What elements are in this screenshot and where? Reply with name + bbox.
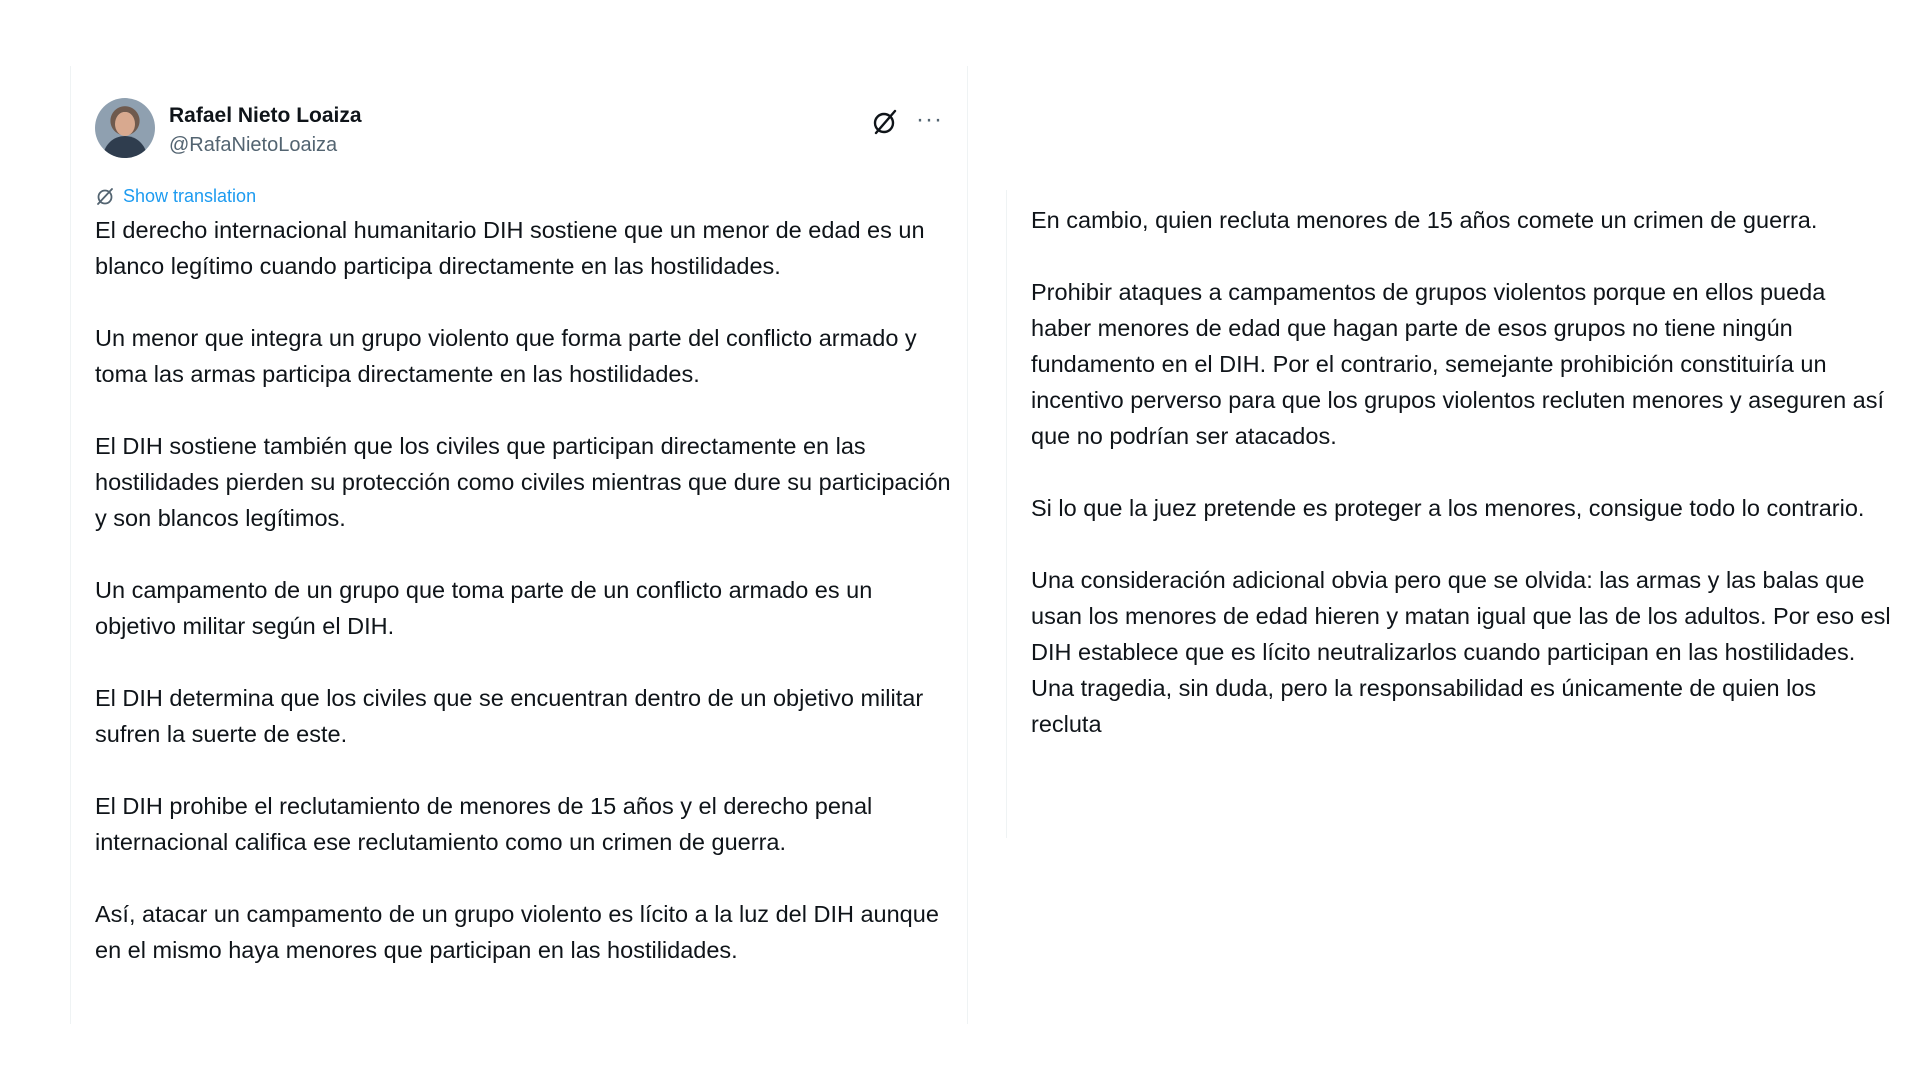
avatar[interactable] <box>95 98 155 158</box>
post-body-right <box>1031 202 1891 742</box>
post-paragraph: El DIH sostiene también que los civiles que participan directamente en las hostilidades pierden su protección como civiles mientras que dure su participación y son blancos legítimos. <box>95 433 951 531</box>
post-body-left <box>95 212 951 968</box>
show-translation-label: Show translation <box>123 185 257 206</box>
post-paragraph: Así, atacar un campamento de un grupo violento es lícito a la luz del DIH aunque en el mismo haya menores que participan en las hostilidades. <box>95 901 939 963</box>
avatar-shoulders <box>103 136 147 158</box>
post-panel-right <box>1006 190 1906 838</box>
post-paragraph: Una consideración adicional obvia pero que se olvida: las armas y las balas que usan los menores de edad hieren y matan igual que las de los adultos. Por eso esl DIH establece que es lícito neutralizarlos cuando participan en las hostilidades. Una tragedia, sin duda, pero la responsabilidad es únicamente de quien los recluta <box>1031 567 1891 737</box>
author-name[interactable]: Rafael Nieto Loaiza <box>169 104 362 127</box>
grok-icon[interactable] <box>871 108 899 136</box>
post-panel-left <box>70 66 968 1024</box>
post-paragraph: Prohibir ataques a campamentos de grupos violentos porque en ellos pueda haber menores de edad que hagan parte de esos grupos no tiene ningún fundamento en el DIH. Por el contrario, semejante prohibición constituiría un incentivo perverso para que los grupos violentos recluten menores y aseguren así que no podrían ser atacados. <box>1031 279 1885 449</box>
avatar-face <box>115 112 135 136</box>
more-icon[interactable]: ··· <box>916 106 943 133</box>
post-paragraph: El DIH prohibe el reclutamiento de menores de 15 años y el derecho penal internacional califica ese reclutamiento como un crimen de guerra. <box>95 793 873 855</box>
translate-icon <box>95 186 115 206</box>
post-paragraph: Un menor que integra un grupo violento que forma parte del conflicto armado y toma las armas participa directamente en las hostilidades. <box>95 325 917 387</box>
post-paragraph: El DIH determina que los civiles que se encuentran dentro de un objetivo militar sufren la suerte de este. <box>95 685 924 747</box>
post-paragraph: En cambio, quien recluta menores de 15 años comete un crimen de guerra. <box>1031 207 1818 233</box>
post-paragraph: Un campamento de un grupo que toma parte de un conflicto armado es un objetivo militar según el DIH. <box>95 577 873 639</box>
author-handle[interactable]: @RafaNietoLoaiza <box>169 134 338 156</box>
post-paragraph: El derecho internacional humanitario DIH sostiene que un menor de edad es un blanco legítimo cuando participa directamente en las hostilidades. <box>95 217 925 279</box>
post-header <box>95 98 943 162</box>
post-paragraph: Si lo que la juez pretende es proteger a los menores, consigue todo lo contrario. <box>1031 495 1865 521</box>
show-translation-link[interactable] <box>95 184 256 208</box>
